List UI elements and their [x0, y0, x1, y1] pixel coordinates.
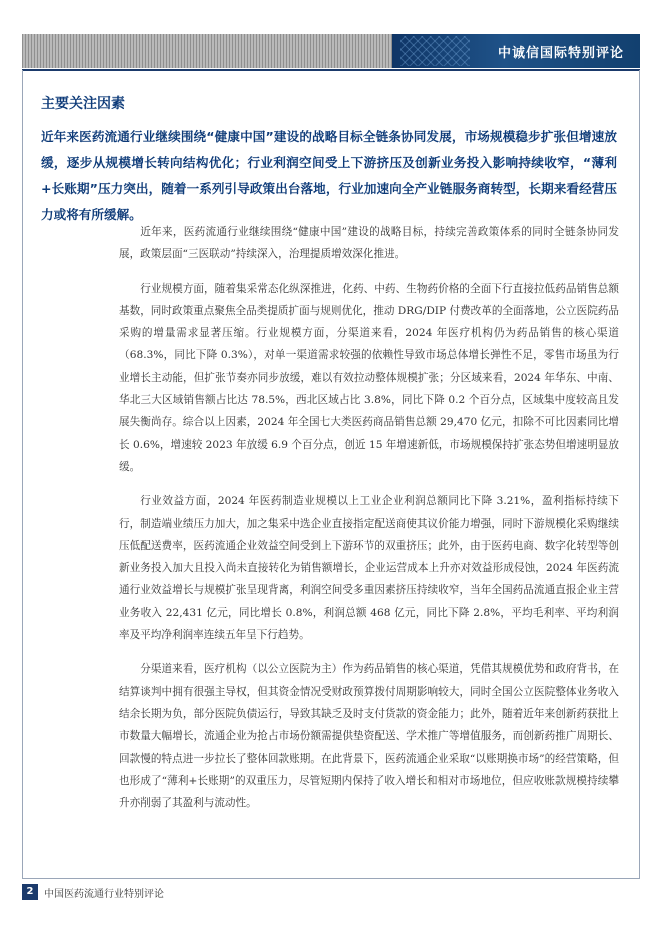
key-summary: 近年来医药流通行业继续围绕“健康中国”建设的战略目标全链条协同发展，市场规模稳步扩张但增速放缓，逐步从规模增长转向结构优化；行业利润空间受上下游挤压及创新业务投入影响持续收窄，“薄利+长账期”压力突出，随着一系列引导政策出台落地，行业加速向全产业链服务商转型，长期来看经营压力或将有所缓解。 — [41, 129, 617, 222]
footer-divider — [22, 878, 640, 879]
paragraph: 分渠道来看，医疗机构（以公立医院为主）作为药品销售的核心渠道，凭借其规模优势和政府背书，在结算谈判中拥有很强主导权，但其资金情况受财政预算拨付周期影响较大，同时全国公立医院整体业务收入结余长期为负，部分医院负债运行，导致其缺乏及时支付货款的资金能力；此外，随着近年来创新药获批上市数量大幅增长，流通企业为抢占市场份额需提供垫资配送、学术推广等增值服务，而创新药推广周期长、回款慢的特点进一步拉长了整体回款账期。在此背景下，医药流通企业采取“以账期换市场”的经营策略，但也形成了“薄利+长账期”的双重压力，尽管短期内保持了收入增长和相对市场地位，但应收账款规模持续攀升亦削弱了其盈利与流动性。 — [119, 663, 619, 810]
paragraph: 行业效益方面，2024 年医药制造业规模以上工业企业利润总额同比下降 3.21%，盈利指标持续下行，制造端业绩压力加大，加之集采中选企业直接指定配送商使其议价能力增强，同时下游规模化采购继续压低配送费率，医药流通企业效益空间受到上下游环节的双重挤压；此外，由于医药电商、数字化转型等创新业务投入加大且投入尚未直接转化为销售额增长，企业运营成本上升亦对效益形成侵蚀，2024 年医药流通行业效益增长与规模扩张呈现背离，利润空间受多重因素挤压持续收窄，当年全国药品流通直报企业主营业务收入 22,431 亿元，同比增长 0.8%，利润总额 468 亿元，同比下降 2.8%，平均毛利率、平均利润率及平均净利润率连续五年呈下行趋势。 — [119, 495, 619, 642]
header-banner — [392, 34, 640, 68]
network-pattern-icon — [400, 36, 470, 66]
page-number: 2 — [22, 884, 38, 900]
footer-title: 中国医药流通行业特别评论 — [44, 889, 164, 900]
header-title: 中诚信国际特别评论 — [497, 46, 624, 61]
paragraph: 行业规模方面，随着集采常态化纵深推进，化药、中药、生物药价格的全面下行直接拉低药品销售总额基数，同时政策重点聚焦全品类提质扩面与规则优化，推动 DRG/DIP 付费改革的全面落地，公立医院药品采购的增量需求显著压缩。行业规模方面，分渠道来看，2024 年医疗机构仍为药品销售的核心渠道（68.3%，同比下降 0.3%），对单一渠道需求较强的依赖性导致市场总体增长弹性不足，零售市场虽为行业增长主动能，但扩张节奏亦同步放缓，难以有效拉动整体规模扩张；分区域来看，2024 年华东、中南、华北三大区域销售额占比达 78.5%，西北区域占比 3.8%，同比下降 0.2 个百分点，区域集中度较高且发展失衡尚存。综合以上因素，2024 年全国七大类医药商品销售总额 29,470 亿元，扣除不可比因素同比增长 0.6%，增速较 2023 年放缓 6.9 个百分点，创近 15 年增速新低，市场规模保持扩张态势但增速明显放缓。 — [119, 282, 619, 473]
header-stripe-decoration — [22, 34, 392, 68]
page-header — [22, 34, 640, 68]
body-text — [119, 221, 619, 826]
section-title: 主要关注因素 — [41, 96, 125, 112]
paragraph: 近年来，医药流通行业继续围绕“健康中国”建设的战略目标，持续完善政策体系的同时全链条协同发展，政策层面“三医联动”持续深入，治理提质增效深化推进。 — [119, 226, 619, 261]
